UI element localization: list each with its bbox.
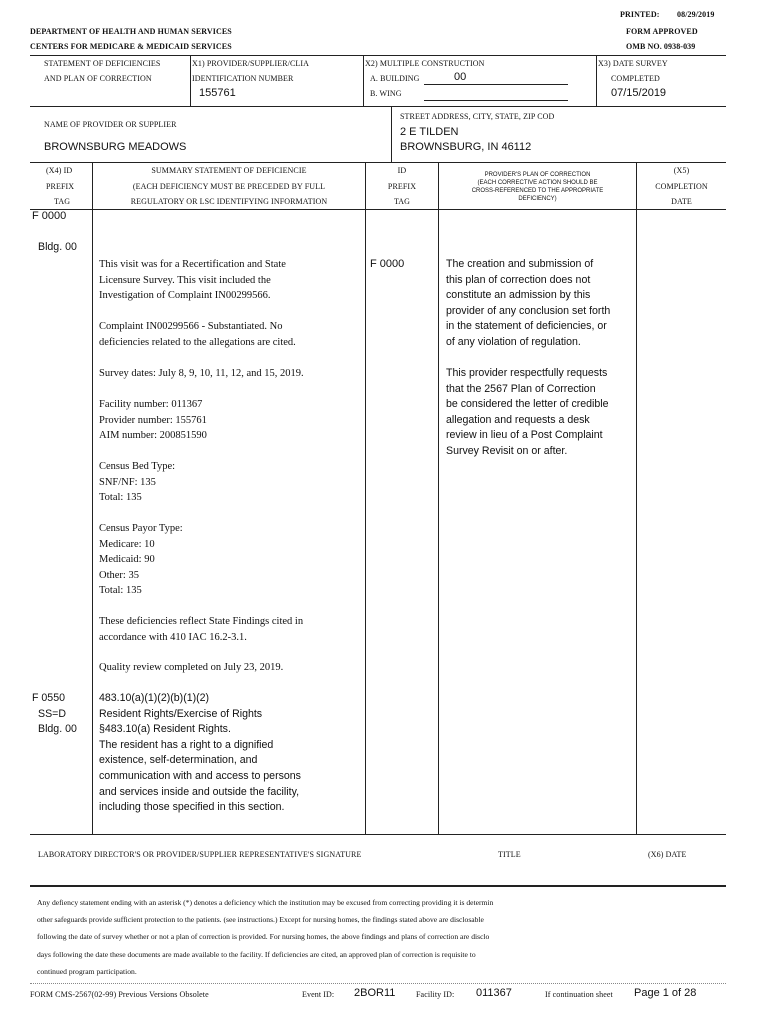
summary-line: SNF/NF: 135 bbox=[99, 476, 156, 488]
rule-after-col-headers bbox=[30, 209, 726, 210]
printed-date: 08/29/2019 bbox=[677, 10, 715, 19]
summary-block-visit bbox=[99, 257, 286, 304]
rule-top bbox=[30, 55, 726, 56]
x3-label: X3) DATE SURVEY bbox=[598, 59, 668, 68]
prefix-bldg-00: Bldg. 00 bbox=[38, 241, 77, 253]
summary-line: Investigation of Complaint IN00299566. bbox=[99, 290, 271, 302]
summary-line: existence, self-determination, and bbox=[99, 754, 258, 767]
wing-label: B. WING bbox=[370, 89, 402, 98]
col-plan-h2: (EACH CORRECTIVE ACTION SHOULD BE bbox=[477, 180, 598, 186]
building-underline bbox=[424, 84, 568, 85]
plan-line: in the statement of deficiencies, or bbox=[446, 320, 607, 333]
col-summary-h1: SUMMARY STATEMENT OF DEFICIENCIE bbox=[151, 166, 307, 175]
plan-line: constitute an admission by this bbox=[446, 289, 591, 302]
rule-table-bottom bbox=[30, 834, 726, 835]
summary-line: Resident Rights/Exercise of Rights bbox=[99, 707, 263, 720]
plan-block-request bbox=[446, 366, 609, 460]
summary-line: This visit was for a Recertification and State bbox=[99, 259, 286, 270]
rule-v-x3 bbox=[596, 55, 597, 106]
plan-line: provider of any conclusion set forth bbox=[446, 304, 611, 317]
prefix-tag-f0550 bbox=[32, 691, 77, 738]
page-number: Page 1 of 28 bbox=[634, 987, 697, 999]
notice-line: Any defiency statement ending with an asterisk (*) denotes a deficiency which the institution may be excused from correcting providing it is determin bbox=[37, 898, 494, 907]
summary-block-census-bed bbox=[99, 459, 175, 506]
summary-line: Total: 135 bbox=[99, 585, 142, 597]
summary-line: 483.10(a)(1)(2)(b)(1)(2) bbox=[99, 692, 210, 704]
title-label: TITLE bbox=[498, 850, 521, 859]
summary-line: accordance with 410 IAC 16.2-3.1. bbox=[99, 631, 247, 643]
col-summary-h3: REGULATORY OR LSC IDENTIFYING INFORMATION bbox=[130, 197, 328, 206]
summary-line: Census Payor Type: bbox=[99, 523, 183, 534]
col-prefix-2: PREFIX bbox=[387, 182, 417, 191]
rule-v-plan bbox=[636, 162, 637, 834]
col-tag: TAG bbox=[54, 197, 71, 206]
summary-line: Complaint IN00299566 - Substantiated. No bbox=[99, 321, 283, 332]
building-value: 00 bbox=[454, 71, 467, 83]
summary-block-census-payor bbox=[99, 521, 183, 599]
notice-line: continued program participation. bbox=[37, 966, 137, 976]
notice-line: days following the date these documents are made available to the facility. If deficiencies are cited, an approved plan of correction is requisite to bbox=[37, 949, 476, 959]
summary-line: Census Bed Type: bbox=[99, 461, 176, 472]
summary-line: Facility number: 011367 bbox=[99, 399, 203, 410]
event-id-label: Event ID: bbox=[302, 990, 335, 999]
continuation-label: If continuation sheet bbox=[545, 990, 613, 999]
rule-after-address bbox=[30, 162, 726, 163]
col-prefix: PREFIX bbox=[46, 182, 75, 191]
summary-block-numbers bbox=[99, 397, 207, 444]
plan-line: This provider respectfully requests bbox=[446, 367, 608, 379]
plan-line: The creation and submission of bbox=[446, 258, 594, 270]
plan-block-disclaimer bbox=[446, 257, 610, 351]
summary-block-f0550 bbox=[99, 691, 301, 816]
rule-after-ids bbox=[30, 106, 726, 107]
x1-label-line2: IDENTIFICATION NUMBER bbox=[192, 74, 294, 83]
col-completion: COMPLETION bbox=[655, 182, 708, 191]
x1-label: X1) PROVIDER/SUPPLIER/CLIA bbox=[192, 59, 310, 68]
address-line1: 2 E TILDEN bbox=[400, 126, 459, 138]
id-tag-f0000: F 0000 bbox=[370, 258, 405, 270]
summary-line: These deficiencies reflect State Findings cited in bbox=[99, 616, 304, 627]
date-survey-value: 07/15/2019 bbox=[611, 87, 667, 99]
department-title: DEPARTMENT OF HEALTH AND HUMAN SERVICES bbox=[30, 27, 232, 36]
summary-line: communication with and access to persons bbox=[99, 769, 301, 782]
summary-line: Total: 135 bbox=[99, 492, 142, 504]
summary-line: AIM number: 200851590 bbox=[99, 430, 207, 442]
summary-line: Medicare: 10 bbox=[99, 538, 155, 550]
plan-line: Survey Revisit on or after. bbox=[446, 444, 568, 457]
col-date: DATE bbox=[671, 197, 692, 206]
summary-line: and services inside and outside the facility, bbox=[99, 785, 300, 798]
summary-line: Other: 35 bbox=[99, 569, 139, 581]
summary-line: including those specified in this section. bbox=[99, 801, 285, 814]
plan-line: review in lieu of a Post Complaint bbox=[446, 429, 603, 442]
prefix-bldg-line: Bldg. 00 bbox=[38, 723, 77, 736]
summary-block-state-findings bbox=[99, 614, 303, 645]
x6-date-label: (X6) DATE bbox=[648, 850, 687, 859]
plan-line: this plan of correction does not bbox=[446, 273, 591, 286]
event-id-value: 2BOR11 bbox=[354, 987, 396, 999]
summary-quality-review: Quality review completed on July 23, 2019. bbox=[99, 662, 284, 673]
provider-name: BROWNSBURG MEADOWS bbox=[44, 141, 187, 153]
summary-line: §483.10(a) Resident Rights. bbox=[99, 723, 231, 736]
plan-line: of any violation of regulation. bbox=[446, 335, 581, 348]
x3-label-line2: COMPLETED bbox=[611, 74, 660, 83]
col-plan-h1: PROVIDER'S PLAN OF CORRECTION bbox=[484, 172, 591, 178]
rule-footer bbox=[30, 983, 726, 984]
summary-line: deficiencies related to the allegations are cited. bbox=[99, 336, 296, 348]
col-plan-h3: CROSS-REFERENCED TO THE APPROPRIATE bbox=[471, 188, 604, 194]
printed-label: PRINTED: bbox=[620, 10, 660, 19]
rule-v-x2 bbox=[363, 55, 364, 106]
summary-line: The resident has a right to a dignified bbox=[99, 738, 274, 751]
notice-line: other safeguards provide sufficient protection to the patients. (see instructions.) Except for nursing homes, the findings stated above are disclosable bbox=[37, 915, 484, 925]
plan-line: be considered the letter of credible bbox=[446, 398, 609, 411]
facility-id-label: Facility ID: bbox=[416, 990, 455, 999]
notice-line: following the date of survey whether or not a plan of correction is provided. For nursing homes, the above findings and plans of correction are disclo bbox=[37, 932, 490, 942]
centers-title: CENTERS FOR MEDICARE & MEDICAID SERVICES bbox=[30, 42, 232, 51]
col-summary-h2: (EACH DEFICIENCY MUST BE PRECEDED BY FULL bbox=[132, 182, 326, 191]
building-label: A. BUILDING bbox=[370, 74, 420, 83]
plan-line: that the 2567 Plan of Correction bbox=[446, 382, 596, 395]
prefix-ss-line: SS=D bbox=[38, 707, 66, 720]
facility-id-value: 011367 bbox=[476, 987, 512, 999]
rule-signature-bottom bbox=[30, 885, 726, 887]
rule-v-id bbox=[438, 162, 439, 834]
col-id: ID bbox=[397, 166, 407, 175]
prefix-tag-f0000: F 0000 bbox=[32, 210, 67, 222]
rule-v-address bbox=[391, 106, 392, 162]
rule-v-summary bbox=[365, 162, 366, 834]
address-line2: BROWNSBURG, IN 46112 bbox=[400, 141, 532, 153]
col-plan-h4: DEFICIENCY) bbox=[518, 196, 557, 202]
col-x5: (X5) bbox=[673, 166, 690, 175]
statement-label-line2: AND PLAN OF CORRECTION bbox=[44, 74, 152, 83]
summary-line: Licensure Survey. This visit included the bbox=[99, 274, 271, 286]
summary-line: Medicaid: 90 bbox=[99, 554, 155, 566]
provider-name-label: NAME OF PROVIDER OR SUPPLIER bbox=[44, 120, 177, 129]
wing-underline bbox=[424, 100, 568, 101]
disclosure-notice bbox=[37, 894, 493, 980]
col-tag-2: TAG bbox=[393, 197, 411, 206]
plan-line: allegation and requests a desk bbox=[446, 413, 590, 426]
rule-v-x1 bbox=[190, 55, 191, 106]
form-number: FORM CMS-2567(02-99) Previous Versions Obsolete bbox=[30, 990, 209, 999]
signature-label: LABORATORY DIRECTOR'S OR PROVIDER/SUPPLIER REPRESENTATIVE'S SIGNATURE bbox=[38, 850, 362, 859]
statement-label-line1: STATEMENT OF DEFICIENCIES bbox=[44, 59, 161, 68]
provider-id-value: 155761 bbox=[199, 87, 236, 99]
omb-number: OMB NO. 0938-039 bbox=[626, 42, 696, 51]
summary-survey-dates: Survey dates: July 8, 9, 10, 11, 12, and 15, 2019. bbox=[99, 368, 304, 379]
address-label: STREET ADDRESS, CITY, STATE, ZIP COD bbox=[400, 112, 555, 121]
summary-line: Provider number: 155761 bbox=[99, 414, 207, 426]
col-x4-id: (X4) ID bbox=[46, 166, 73, 175]
x2-label: X2) MULTIPLE CONSTRUCTION bbox=[365, 59, 485, 68]
form-approved: FORM APPROVED bbox=[626, 27, 698, 36]
prefix-tag-line: F 0550 bbox=[32, 692, 65, 704]
rule-v-prefix bbox=[92, 162, 93, 834]
summary-block-complaint bbox=[99, 319, 296, 350]
